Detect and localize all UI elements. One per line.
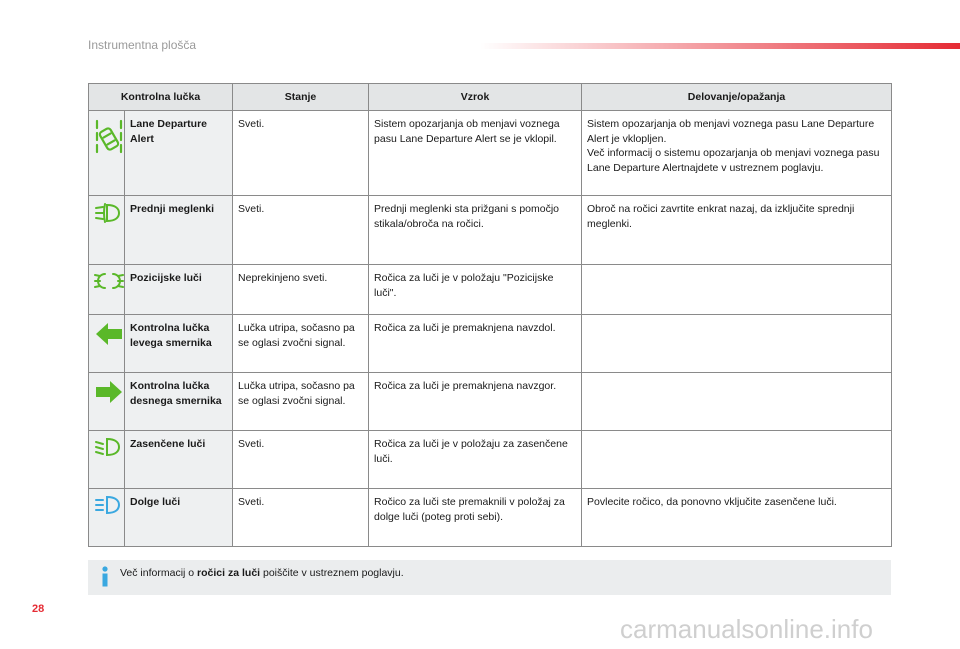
lamp-state: Sveti. [233,111,369,196]
lamp-cause: Sistem opozarjanja ob menjavi voznega pasu Lane Departure Alert se je vklopil. [369,111,582,196]
column-header-state: Stanje [233,84,369,111]
info-text-bold: ročici za luči [197,567,261,579]
lamp-action [582,373,892,431]
info-text-start: Več informacij o [120,567,198,579]
lamp-action: Povlecite ročico, da ponovno vključite zasenčene luči. [582,489,892,547]
column-header-lamp: Kontrolna lučka [89,84,233,111]
icon-cell [89,265,125,315]
watermark: carmanualsonline.info [620,614,873,644]
lamp-cause: Ročico za luči ste premaknili v položaj za dolge luči (poteg proti sebi). [369,489,582,547]
info-note [88,560,891,595]
table-row [89,373,892,431]
lamp-cause: Ročica za luči je v položaju "Pozicijske luči". [369,265,582,315]
lane-departure-icon [94,117,124,162]
icon-cell [89,373,125,431]
lamp-name: Prednji meglenki [125,196,233,265]
lamp-action [582,315,892,373]
lamp-state: Sveti. [233,489,369,547]
icon-cell [89,431,125,489]
table-row [89,265,892,315]
lamp-name: Lane Departure Alert [125,111,233,196]
column-header-cause: Vzrok [369,84,582,111]
lamp-cause: Ročica za luči je premaknjena navzdol. [369,315,582,373]
lamp-action: Obroč na ročici zavrtite enkrat nazaj, da izključite sprednji meglenki. [582,196,892,265]
lamp-name: Pozicijske luči [125,265,233,315]
lamp-state: Lučka utripa, sočasno pa se oglasi zvočni signal. [233,315,369,373]
info-text [120,567,404,579]
page-number: 28 [32,603,45,615]
dipped-beam-icon [94,437,122,462]
header-accent-bar [480,43,960,49]
lamp-action [582,431,892,489]
right-indicator-icon [94,379,124,410]
lamp-name: Zasenčene luči [125,431,233,489]
table-row [89,431,892,489]
main-beam-icon [94,495,122,520]
icon-cell [89,489,125,547]
info-text-end: poiščite v ustreznem poglavju. [260,567,404,579]
lamp-action [582,265,892,315]
lamp-state: Sveti. [233,431,369,489]
lamp-state: Sveti. [233,196,369,265]
lamp-state: Neprekinjeno sveti. [233,265,369,315]
table-row [89,111,892,196]
lamp-action: Sistem opozarjanja ob menjavi voznega pasu Lane Departure Alert je vklopljen. Več informacij o sistemu opozarjanja ob menjavi voznega pasu Lane Departure Alertnajdete v ustreznem poglavju. [582,111,892,196]
lamp-name: Dolge luči [125,489,233,547]
lamp-name: Kontrolna lučka desnega smernika [125,373,233,431]
table-row [89,489,892,547]
lamp-cause: Ročica za luči je premaknjena navzgor. [369,373,582,431]
table-row [89,196,892,265]
table-header-row [89,84,892,111]
column-header-action: Delovanje/opažanja [582,84,892,111]
lamp-name: Kontrolna lučka levega smernika [125,315,233,373]
lamp-cause: Prednji meglenki sta prižgani s pomočjo stikala/obroča na ročici. [369,196,582,265]
warning-lights-table [88,83,892,547]
table-row [89,315,892,373]
lamp-state: Lučka utripa, sočasno pa se oglasi zvočni signal. [233,373,369,431]
icon-cell [89,196,125,265]
info-icon [98,566,112,591]
icon-cell [89,111,125,196]
icon-cell [89,315,125,373]
page-header-title: Instrumentna plošča [88,38,197,52]
front-fog-light-icon [94,202,122,229]
lamp-cause: Ročica za luči je v položaju za zasenčene luči. [369,431,582,489]
left-indicator-icon [94,321,124,352]
position-lights-icon [94,271,124,296]
